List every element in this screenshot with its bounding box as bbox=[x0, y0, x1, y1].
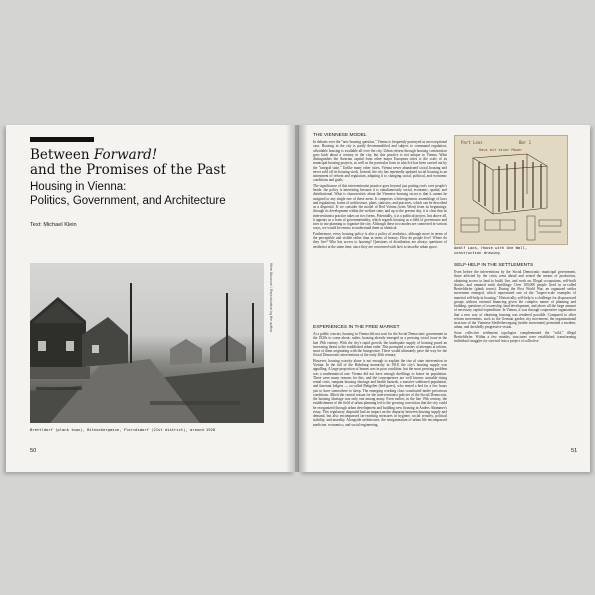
title-accent-bar bbox=[30, 137, 94, 142]
title-line-2: and the Promises of the Past bbox=[30, 162, 226, 178]
photo-caption: Brettldorf (plank town), Bitnackergasse, Floridsdorf (21st district), around 1920 bbox=[30, 427, 216, 432]
subtitle-line-2: Politics, Government, and Architecture bbox=[30, 195, 226, 207]
text-column-2 bbox=[454, 259, 576, 449]
byline: Text: Michael Klein bbox=[30, 222, 77, 228]
title-italic-word: Forward! bbox=[93, 147, 158, 163]
construction-drawing bbox=[454, 135, 568, 245]
paragraph: In debates over the "new housing question," Vienna is frequently portrayed as an exceptional case. Housing in the city is partly decommodified and subject to communal regulation; affordable housing is available all over the city. Urban reform through housing construction goes back about a century in the city, but this practice is not unique to Vienna. What distinguishes the Austrian capital from other major European cities is the scale of its municipal housing projects, as well as the particular form in which it has been carried out by the "integral state." Unlike many other cities, Vienna never abandoned social housing and never sold off its housing stock. Instead, the city has repeatedly updated social housing as an instrument of reform and regulation, adapting it to changing social, political, and economic conditions and goals. bbox=[313, 140, 447, 183]
right-page bbox=[299, 125, 590, 472]
paragraph: However, housing scarcity alone is not enough to explain the rise of state intervention in Vienna. In the fall of the Habsburg monarchy in 1918, the city's housing supply was appalling. A large proportion of homes was in poor condition, but the most pressing problem was a mathematical one: Vienna did not have enough dwellings to house its population. There were many reasons for this, and the consequences are well known: unstable rising rental costs, rampant housing shortage and health hazards, a massive subleased population, and itinerant lodgers — so-called Bettgeher (bed-goers), who rented a bed for a few hours just to have somewhere to sleep. The emerging working class constituted under precarious conditions. Albeit the central reason for the interventionist policies of the Social Democrats, the housing shortage was only one among many. Even earlier, in the late 19th century, the establishment of the field of urban planning led to the growing conviction that the city could be reorganized through urban development and building new housing in Anders Ahammer's essay. This regulatory dispositif had an impact on the disparity between housing supply and demand, but also encompassed far-reaching measures in hygiene, social security, political stability, and morality. Alongside architecture, the reorganization of urban life encompassed medicine, economics, and social engineering. bbox=[313, 358, 447, 427]
drawing-title: Haus mit einer Mauer bbox=[479, 148, 523, 152]
drawing-caption bbox=[454, 246, 527, 255]
paragraph: Soon collective settlement typologies complemented the "wild," illegal Bretteldörfer. Within a few months, structures were established, transforming individual struggles for survival into a project of collective bbox=[454, 330, 576, 344]
drawing-caption-line-2: construction drawing bbox=[454, 249, 500, 255]
paragraph: Furthermore, every housing policy is also a policy of aesthetics, although more in terms of the perceptible and visible rather than in terms of beauty: How do people live? Where do they live? Who has access to housing? Questions of distribution are always questions of aesthetics at the same time, since they are concerned with how to inscribe urban space. bbox=[313, 231, 447, 249]
page-number-left: 50 bbox=[30, 448, 37, 454]
paragraph: Even before the interventions by the Social Democratic municipal government, those affected by the crisis went ahead and seized the means of production, obtaining access to land to build, live, and work on. Illegal occupations, self-built shacks, and rammed earth dwellings: Over 100,000 people lived in so-called Bretteldörfer (plank towns). During the First World War, an organized settler movement emerged, which represented one of the "largest-scale examples of material self-help in housing." Historically, self-help is a challenge for dispossessed groups without external financing given the complex nature of planning and building, questions of ownership, land development, and above all the large amount of necessary capital expenditure. In Vienna, it was through cooperative organization that a new way of obtaining housing was rendered possible. Compared to other reform movements, such as the German garden city movement, the organizational structure of the Viennese Siedlerbewegung (settler movement) permitted a modern, urban, and decidedly progressive vision. bbox=[454, 270, 576, 330]
section-heading-free-market: EXPERIENCES IN THE FREE MARKET bbox=[313, 325, 400, 330]
page-number-right: 51 bbox=[571, 448, 578, 454]
text-column-1-lower bbox=[313, 325, 447, 450]
drawing-caption-line-1: Adolf Loos, House with One Wall, bbox=[454, 245, 528, 250]
subtitle-line-1: Housing in Vienna: bbox=[30, 181, 127, 193]
historic-photo bbox=[30, 263, 264, 423]
photo-illustration bbox=[30, 263, 264, 423]
drawing-illustration bbox=[455, 136, 567, 244]
title-line-1: Between Forward! bbox=[30, 147, 158, 163]
section-heading-viennese-model: THE VIENNESE MODEL bbox=[313, 133, 367, 138]
drawing-label-a: Part Loos bbox=[461, 140, 483, 145]
paragraph: The significance of this interventionist practice goes beyond just putting roofs over people's heads: the policy is interesting because it is simultaneously social, economic, spatial, and distributional. What is characteristic about the Viennese housing sector is that it cannot be assigned to any single one of these areas. It comprises a heterogeneous assemblage of laws and regulations, forms of architecture, plans, statistics, and practices, which can be described as a dispositif. If we consider the model of Red Vienna (rotes Wien) from its beginnings, through its development within the welfare state, and up to the present day, it is clear that its interventionist practice takes on two forms. Potentially, it is a political project, but above all, it appears as a form of governmentality, which regards housing as a field of governance and tries to use planning to organize the city. Although these two modes are connected in various ways, we would be remiss to understand them as identical. bbox=[313, 183, 447, 231]
photo-credit: Wien Museum / Reproduction by the author bbox=[269, 263, 273, 333]
text-column-1 bbox=[313, 133, 447, 321]
left-page bbox=[6, 125, 295, 472]
drawing-label-b: Bmr 1 bbox=[519, 140, 532, 145]
section-heading-self-help: SELF-HELP IN THE SETTLEMENTS bbox=[454, 263, 534, 268]
paragraph: At a public concert, housing in Vienna did not wait for the Social Democratic government in the 1920s to come about; rather, housing already emerged as a pressing social issue in the late 19th century. With the city's rapid growth, the inadequate supply of housing posed an increasing threat to the established urban order. This prompted a series of attempts at reform, most of them originating with the bourgeoisie. These would ultimately pave the way for the Social Democratic interventions of the early 20th century. bbox=[313, 332, 447, 358]
